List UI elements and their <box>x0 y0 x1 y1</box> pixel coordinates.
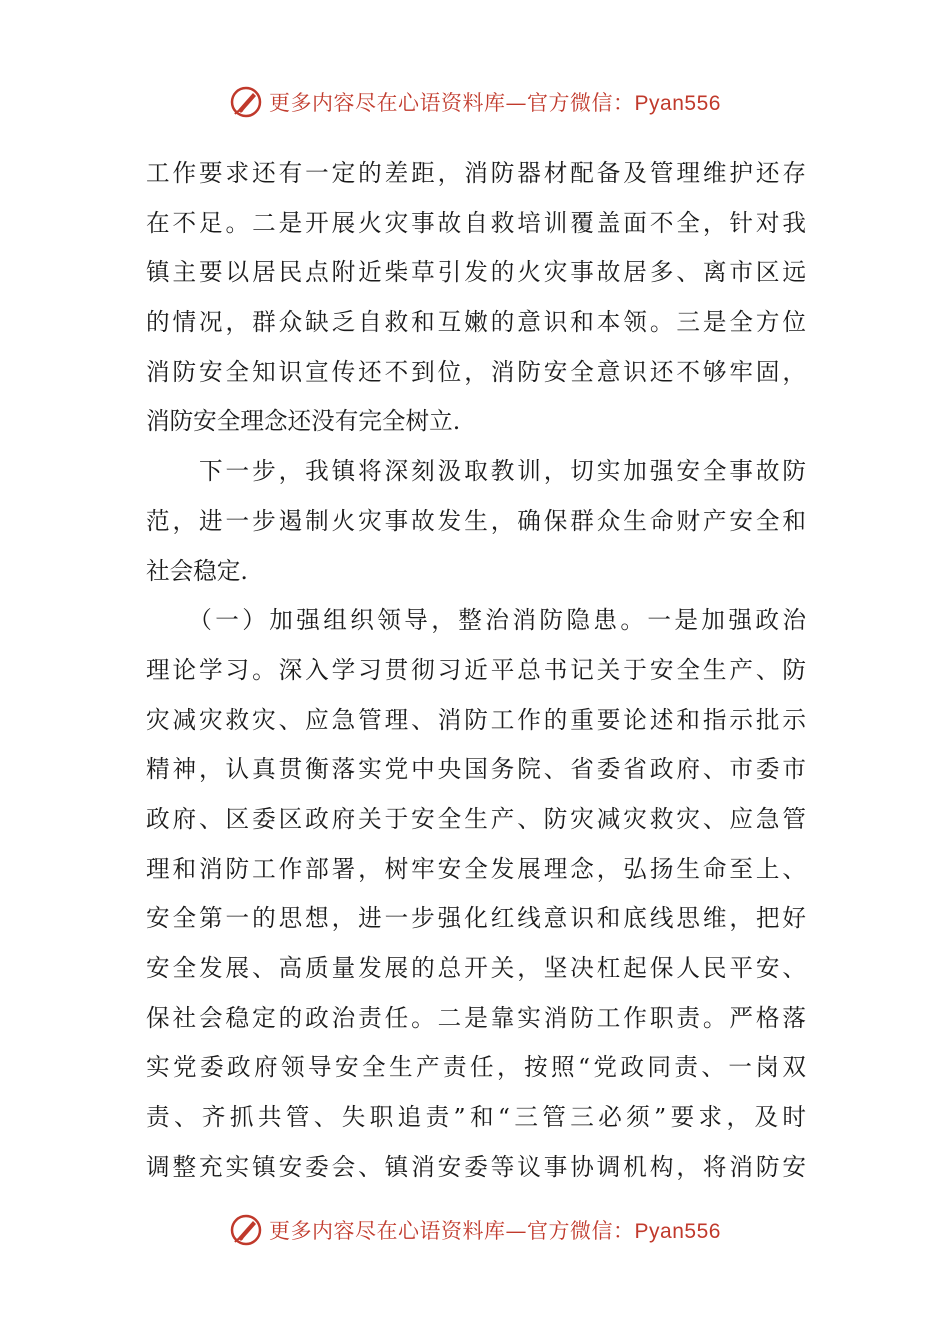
text-line: 镇主要以居民点附近柴草引发的火灾事故居多、离市区远 <box>146 258 806 287</box>
text-line: 安全第一的思想，进一步强化红线意识和底线思维，把好 <box>146 904 806 933</box>
text-line: 消防安全理念还没有完全树立. <box>146 407 461 436</box>
text-line: 的情况，群众缺乏自救和互嫩的意识和本领。三是全方位 <box>146 308 806 337</box>
text-line: 在不足。二是开展火灾事故自救培训覆盖面不全，针对我 <box>146 208 806 237</box>
text-line: 实党委政府领导安全生产责任，按照“党政同责、一岗双 <box>146 1053 806 1082</box>
text-line: 调整充实镇安委会、镇消安委等议事协调机构，将消防安 <box>146 1152 806 1181</box>
document-body <box>146 149 806 1192</box>
text-line: 理论学习。深入学习贯彻习近平总书记关于安全生产、防 <box>146 655 806 684</box>
text-line: 消防安全知识宣传还不到位，消防安全意识还不够牢固， <box>146 357 806 386</box>
text-line: 社会稳定. <box>146 556 248 585</box>
text-line: 安全发展、高质量发展的总开关，坚决杠起保人民平安、 <box>146 954 806 982</box>
text-line: 保社会稳定的政治责任。二是靠实消防工作职责。严格落 <box>146 1003 806 1032</box>
text-line: 责、齐抓共管、失职追责”和“三管三必须”要求，及时 <box>146 1103 806 1132</box>
text-line: 理和消防工作部署，树牢安全发展理念，弘扬生命至上、 <box>146 854 806 883</box>
footer-wechat-id: Pyan556 <box>634 1220 721 1243</box>
text-line: 灾减灾救灾、应急管理、消防工作的重要论述和指示批示 <box>146 705 806 734</box>
text-line: 政府、区委区政府关于安全生产、防灾减灾救灾、应急管 <box>146 804 806 833</box>
text-line: 范，进一步遏制火灾事故发生，确保群众生命财产安全和 <box>146 506 806 535</box>
header-banner-text: 更多内容尽在心语资料库—官方微信：Pyan556 <box>269 91 721 115</box>
pen-logo-icon <box>229 85 263 119</box>
header-wechat-id: Pyan556 <box>634 92 721 115</box>
footer-banner-text: 更多内容尽在心语资料库—官方微信：Pyan556 <box>269 1219 721 1243</box>
text-line: 工作要求还有一定的差距，消防器材配备及管理维护还存 <box>146 159 806 187</box>
pen-logo-icon <box>229 1213 263 1247</box>
text-line: 下一步，我镇将深刻汲取教训，切实加强安全事故防 <box>146 457 806 486</box>
footer-banner <box>0 1210 950 1250</box>
text-line: （一）加强组织领导，整治消防隐患。一是加强政治 <box>146 606 806 635</box>
text-line: 精神，认真贯衡落实党中央国务院、省委省政府、市委市 <box>146 755 806 784</box>
header-banner <box>0 82 950 122</box>
